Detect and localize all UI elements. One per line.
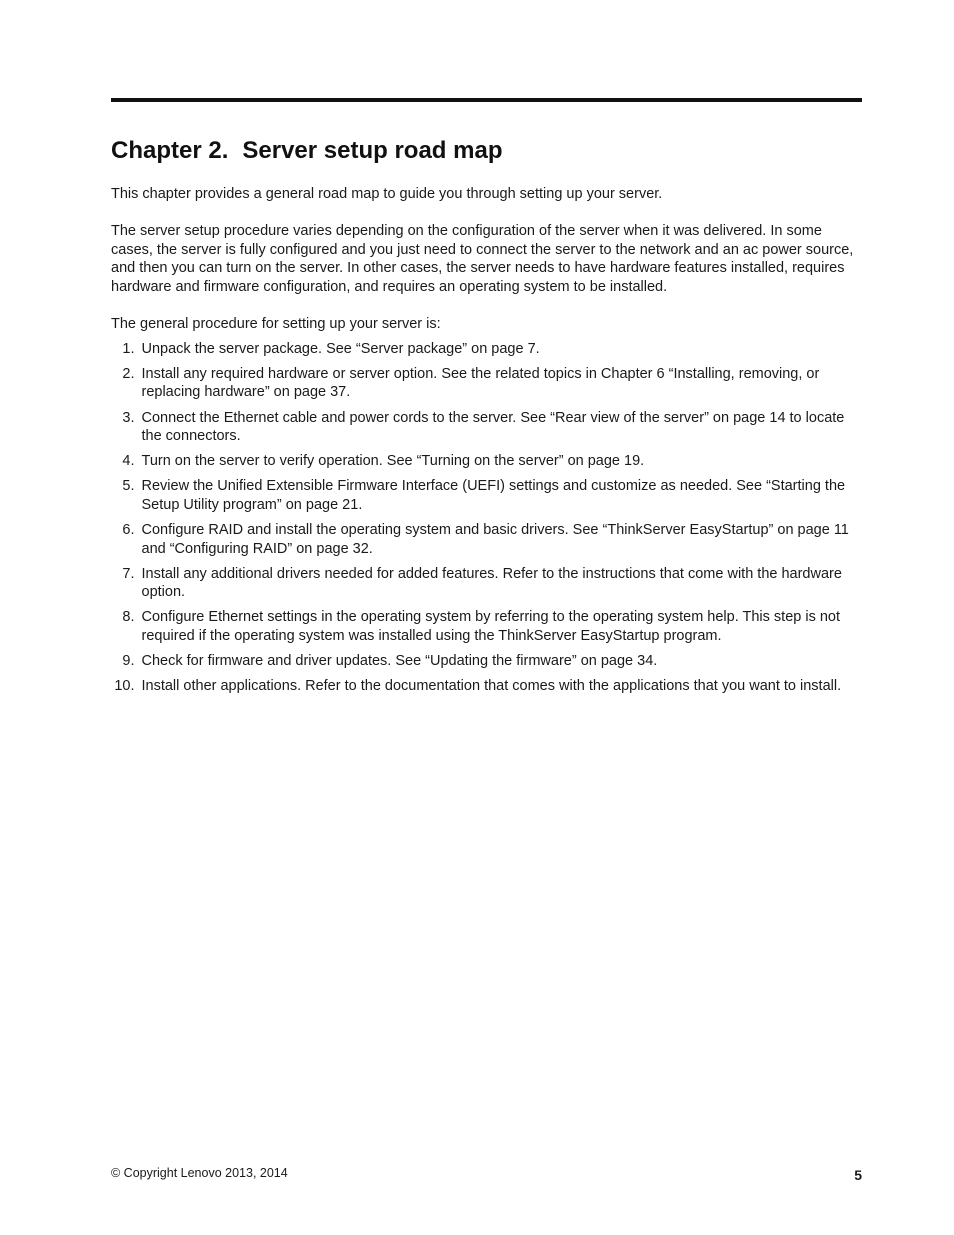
step-number: 4. (122, 453, 135, 470)
step-number: 6. (122, 522, 135, 538)
list-item (111, 565, 863, 602)
step-number: 2. (122, 365, 135, 382)
list-item (111, 608, 863, 645)
step-number: 10. (114, 678, 135, 695)
footer-page-number: 5 (854, 1167, 862, 1183)
footer-copyright: © Copyright Lenovo 2013, 2014 (111, 1166, 288, 1180)
description-paragraph: The server setup procedure varies depending on the configuration of the server when it was delivered. In some cases, the server is fully configured and you just need to connect the server to the network and an ac power source, and then you can turn on the server. In other cases, the server needs to have hardware features installed, requires hardware and firmware configuration, and requires an operating system to be installed. (111, 223, 854, 295)
setup-steps-list (111, 340, 863, 696)
list-item (111, 652, 863, 671)
procedure-intro: The general procedure for setting up your server is: (111, 316, 441, 333)
chapter-rule (111, 98, 862, 102)
step-number: 9. (122, 653, 135, 670)
list-item (111, 677, 863, 696)
list-item (111, 409, 863, 446)
step-number: 7. (122, 565, 135, 582)
step-text: Configure RAID and install the operating system and basic drivers. See “ThinkServer EasyStartup” on page 11 and “Configuring RAID” on page 32. (141, 522, 849, 557)
list-item (111, 452, 863, 471)
list-item (111, 365, 863, 402)
step-text: Connect the Ethernet cable and power cords to the server. See “Rear view of the server” on page 14 to locate the connectors. (141, 409, 845, 445)
step-number: 5. (122, 478, 135, 495)
list-item (111, 521, 863, 558)
step-number: 1. (122, 340, 135, 357)
chapter-name: Server setup road map (242, 137, 503, 164)
step-text: Turn on the server to verify operation. See “Turning on the server” on page 19. (141, 453, 645, 470)
intro-paragraph: This chapter provides a general road map to guide you through setting up your server. (111, 186, 663, 202)
step-text: Install any additional drivers needed for added features. Refer to the instructions that come with the hardware option. (141, 565, 842, 601)
step-text: Install any required hardware or server option. See the related topics in Chapter 6 “Installing, removing, or replacing hardware” on page 37. (141, 365, 820, 401)
step-text: Unpack the server package. See “Server package” on page 7. (141, 340, 540, 357)
step-text: Check for firmware and driver updates. See “Updating the firmware” on page 34. (141, 653, 658, 670)
step-text: Install other applications. Refer to the documentation that comes with the applications that you want to install. (141, 678, 842, 695)
step-text: Review the Unified Extensible Firmware Interface (UEFI) settings and customize as needed. See “Starting the Setup Utility program” on page 21. (141, 478, 846, 513)
list-item (111, 477, 863, 514)
step-number: 8. (122, 609, 135, 626)
step-number: 3. (122, 409, 135, 426)
chapter-label: Chapter 2. (111, 137, 229, 164)
list-item (111, 340, 863, 359)
chapter-title (111, 135, 502, 167)
chapter-body (111, 185, 863, 702)
step-text: Configure Ethernet settings in the operating system by referring to the operating system help. This step is not required if the operating system was installed using the ThinkServer EasyStartup program. (141, 609, 841, 644)
